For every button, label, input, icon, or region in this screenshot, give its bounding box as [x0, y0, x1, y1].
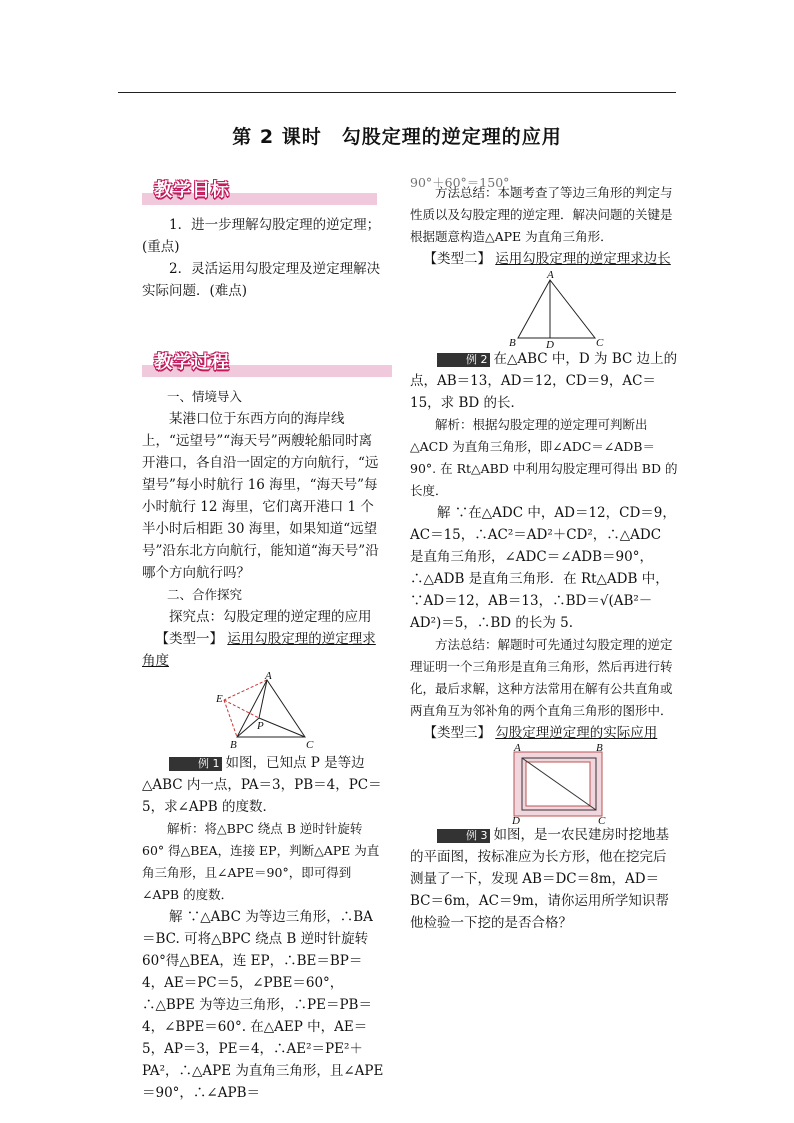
section-heading-explore: 二、合作探究 [167, 587, 243, 602]
example-tag: 例 2 [437, 353, 490, 367]
example-1 [142, 752, 384, 818]
banner-teaching-process [142, 352, 384, 380]
left-column [142, 180, 384, 1104]
type-2-heading [410, 248, 678, 270]
right-column [410, 172, 678, 934]
type-title: 勾股定理逆定理的实际应用 [495, 725, 658, 741]
label-A: A [514, 742, 521, 754]
example-tag: 例 1 [169, 757, 222, 771]
label-C: C [598, 815, 606, 827]
example-text: 如图，已知点 P 是等边△ABC 内一点，PA＝3，PB＝4，PC＝5，求∠APB 的度数． [142, 755, 382, 815]
label-C: C [306, 739, 314, 751]
goal-2: 2．灵活运用勾股定理及逆定理解决实际问题．(难点) [142, 261, 381, 299]
label-B: B [509, 337, 516, 349]
type-title: 运用勾股定理的逆定理求角度 [142, 631, 376, 669]
label-C: C [596, 337, 604, 349]
example-3 [410, 824, 678, 934]
label-E: E [216, 693, 223, 705]
banner-teaching-goals [142, 180, 384, 208]
method-summary-2: 方法总结：解题时可先通过勾股定理的逆定理证明一个三角形是直角三角形，然后再进行转化，最后求解，这种方法常用在解有公共直角或两直角互为邻补角的两个直角三角形的图形中． [410, 637, 673, 718]
explore-point: 探究点：勾股定理的逆定理的应用 [169, 609, 372, 625]
example-2-solution: 解 ∵在△ADC 中，AD＝12，CD＝9，AC＝15，∴AC²＝AD²＋CD²，∴△ADC 是直角三角形，∠ADC＝∠ADB＝90°，∴△ADB 是直角三角形．在 Rt△ADB 中，∵AD＝12，AB＝13，∴BD＝√(AB²－AD²)＝5，∴BD 的长为 5. [410, 505, 676, 631]
label-A: A [265, 670, 272, 682]
banner-label: 教学过程 [154, 352, 230, 373]
continued-text: 90°＋60°＝150°. [410, 175, 514, 190]
type-3-heading [410, 722, 678, 744]
method-summary-1: 方法总结：本题考查了等边三角形的判定与性质以及勾股定理的逆定理．解决问题的关键是根据题意构造△APE 为直角三角形． [410, 185, 673, 244]
type-tag: 【类型二】 [423, 251, 491, 267]
example-1-solution: 解 ∵△ABC 为等边三角形，∴BA＝BC. 可将△BPC 绕点 B 逆时针旋转 60°得△BEA，连 EP，∴BE＝BP＝4，AE＝PC＝5，∠PBE＝60°，∴△BPE 为等边三角形，∴PE＝PB＝4，∠BPE＝60°. 在△AEP 中，AE＝5，AP＝3，PE＝4，∴AE²＝PE²＋PA²，∴△APE 为直角三角形，且∠APE＝90°，∴∠APB＝ [142, 909, 384, 1101]
label-P: P [257, 720, 264, 732]
label-B: B [596, 742, 603, 754]
type-tag: 【类型三】 [423, 725, 491, 741]
intro-paragraph: 某港口位于东西方向的海岸线上，“远望号”“海天号”两艘轮船同时离开港口，各自沿一固定的方向航行，“远望号”每小时航行 16 海里，“海天号”每小时航行 12 海里，它们离开港口 1 个半小时后相距 30 海里，如果知道“远望号”沿东北方向航行，能知道“海天号”沿哪个方向航行吗？ [142, 411, 379, 581]
label-B: B [230, 739, 237, 751]
example-text: 如图，是一农民建房时挖地基的平面图，按标准应为长方形，他在挖完后测量了一下，发现 AB＝DC＝8m，AD＝BC＝6m，AC＝9m，请你运用所学知识帮他检验一下挖的是否合格？ [410, 827, 669, 931]
figure-foundation-plan [410, 742, 678, 827]
banner-label: 教学目标 [154, 180, 230, 201]
example-2-analysis: 解析：根据勾股定理的逆定理可判断出△ACD 为直角三角形，即∠ADC＝∠ADB＝90°. 在 Rt△ABD 中利用勾股定理可得出 BD 的长度． [410, 417, 678, 498]
figure-equilateral-triangle [142, 672, 384, 752]
figure-triangle-altitude [410, 269, 678, 351]
label-D: D [546, 339, 554, 351]
goal-1: 1．进一步理解勾股定理的逆定理；(重点) [142, 217, 381, 255]
example-text: 在△ABC 中，D 为 BC 边上的点，AB＝13，AD＝12，CD＝9，AC＝15，求 BD 的长． [410, 351, 678, 411]
type-tag: 【类型一】 [155, 631, 223, 647]
type-title: 运用勾股定理的逆定理求边长 [495, 251, 671, 267]
page-title: 第 2 课时 勾股定理的逆定理的应用 [232, 126, 562, 148]
example-2 [410, 348, 678, 414]
header-rule [118, 92, 676, 93]
section-heading-intro: 一、情境导入 [167, 389, 243, 404]
example-tag: 例 3 [437, 829, 490, 843]
label-D: D [512, 815, 520, 827]
type-1-heading [142, 628, 384, 672]
label-A: A [547, 269, 554, 281]
example-1-analysis: 解析：将△BPC 绕点 B 逆时针旋转 60° 得△BEA，连接 EP，判断△APE 为直角三角形，且∠APE＝90°，即可得到∠APB 的度数． [142, 821, 380, 902]
